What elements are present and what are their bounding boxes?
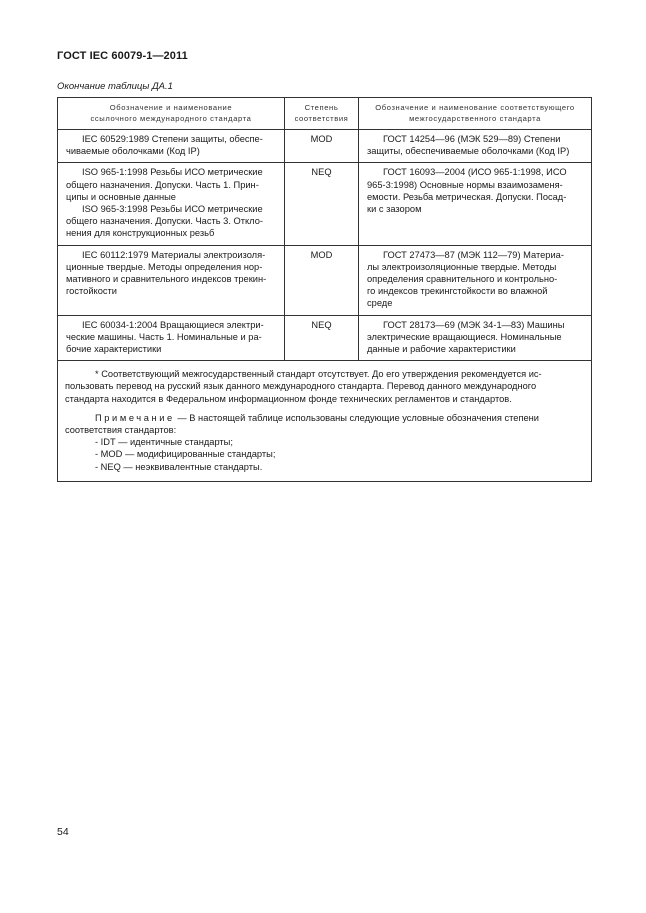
- table-row: [58, 245, 592, 315]
- national-standard-cell: ГОСТ 14254—96 (МЭК 529—89) Степени защиты, обеспечиваемые оболочками (Код IP): [359, 130, 592, 163]
- table-caption: Окончание таблицы ДА.1: [57, 81, 173, 92]
- table-note: [65, 412, 584, 424]
- column-header-national: Обозначение и наименование соответствующего межгосударственного стандарта: [359, 98, 592, 130]
- footnote: * Соответствующий межгосударственный стандарт отсутствует. До его утверждения рекомендуется ис- пользовать перевод на русский язык данного международного стандарта. Перевод данного международного стандарта находится в Федеральном информационном фонде технических регламентов и стандартов.: [65, 369, 542, 404]
- national-standard-cell: ГОСТ 28173—69 (МЭК 34-1—83) Машины электрические вращающиеся. Номинальные данные и рабочие характеристики: [359, 315, 592, 361]
- table-row: [58, 163, 592, 245]
- note-text-continued: соответствия стандартов:: [65, 425, 177, 436]
- intl-standard-cell: IEC 60034-1:2004 Вращающиеся электри- ческие машины. Часть 1. Номинальные и ра- бочие характеристики: [58, 315, 285, 361]
- column-header-intl: Обозначение и наименование ссылочного международного стандарта: [58, 98, 285, 130]
- degree-cell: MOD: [285, 245, 359, 315]
- intl-standard-cell: IEC 60529:1989 Степени защиты, обеспе- чиваемые оболочками (Код IP): [58, 130, 285, 163]
- national-standard-cell: ГОСТ 16093—2004 (ИСО 965-1:1998, ИСО 965-3:1998) Основные нормы взаимозаменя- емости. Резьба метрическая. Допуски. Посад- ки с зазором: [359, 163, 592, 245]
- intl-standard-cell: ISO 965-1:1998 Резьбы ИСО метрические общего назначения. Допуски. Часть 1. Прин- ципы и основные данные ISO 965-3:1998 Резьбы ИСО метрические общего назначения. Допуски. Часть 3. Откло- нения для конструкционных резьб: [58, 163, 285, 245]
- note-list-item: - MOD — модифицированные стандарты;: [95, 449, 276, 460]
- note-text: — В настоящей таблице использованы следующие условные обозначения степени: [174, 412, 539, 423]
- column-header-degree: Степень соответствия: [285, 98, 359, 130]
- degree-cell: NEQ: [285, 163, 359, 245]
- document-header: ГОСТ IEC 60079-1—2011: [57, 50, 188, 62]
- degree-cell: MOD: [285, 130, 359, 163]
- note-list-item: - IDT — идентичные стандарты;: [95, 437, 233, 448]
- table-header-row: [58, 98, 592, 130]
- note-list-item: - NEQ — неэквивалентные стандарты.: [95, 461, 263, 472]
- table-row: [58, 315, 592, 361]
- national-standard-cell: ГОСТ 27473—87 (МЭК 112—79) Материа- лы электроизоляционные твердые. Методы определения сравнительного и контрольно- го индексов трекингстойкости во влажной среде: [359, 245, 592, 315]
- table-row: [58, 130, 592, 163]
- standards-table-container: [57, 97, 591, 482]
- standards-table: [57, 97, 592, 482]
- page-number: 54: [57, 826, 69, 838]
- degree-cell: NEQ: [285, 315, 359, 361]
- table-footer-row: [58, 361, 592, 482]
- intl-standard-cell: IEC 60112:1979 Материалы электроизоля- ционные твердые. Методы определения нор- мативного и сравнительного индексов трекин- гостойкости: [58, 245, 285, 315]
- note-label: Примечание: [95, 412, 175, 423]
- table-footer: [58, 361, 592, 482]
